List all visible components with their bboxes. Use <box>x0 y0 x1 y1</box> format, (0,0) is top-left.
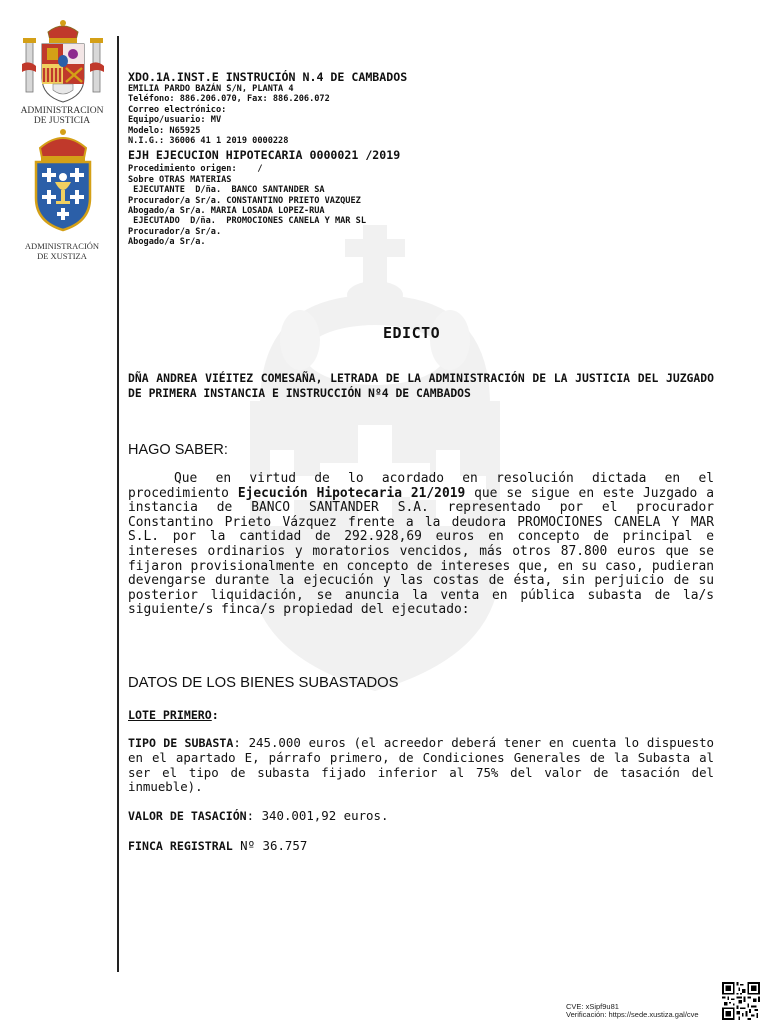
galicia-coat-of-arms-icon <box>28 126 98 234</box>
nig-number: N.I.G.: 36006 41 1 2019 0000228 <box>128 136 289 147</box>
appraisal-text: : 340.001,92 euros. <box>246 808 389 823</box>
registry-property <box>128 838 307 853</box>
spain-coat-of-arms-icon <box>18 16 108 106</box>
caption-line: DE XUSTIZA <box>37 251 87 261</box>
registry-label: FINCA REGISTRAL <box>128 839 233 853</box>
letrada-statement: DÑA ANDREA VIÉITEZ COMESAÑA, LETRADA DE LA ADMINISTRACIÓN DE LA JUSTICIA DEL JUZGADO DE PRIMERA INSTANCIA E INSTRUCCIÓN Nº4 DE CAMBADOS <box>128 371 714 400</box>
ejecutante: EJECUTANTE D/ña. BANCO SANTANDER SA <box>128 185 325 196</box>
lot-label <box>128 708 219 722</box>
procedure-number: EJH EJECUCION HIPOTECARIA 0000021 /2019 <box>128 148 401 163</box>
margin-rule <box>117 36 119 972</box>
lot-colon: : <box>211 708 219 722</box>
procedure-origin: Procedimiento origen: / <box>128 164 263 175</box>
verification-url[interactable]: Verificación: https://sede.xustiza.gal/cve <box>566 1010 699 1019</box>
abogado-ejecutado: Abogado/a Sr/a. <box>128 237 206 248</box>
ejecutado: EJECUTADO D/ña. PROMOCIONES CANELA Y MAR SL <box>128 216 366 227</box>
auction-type-text: : 245.000 euros (el acreedor deberá tener en cuenta lo dispuesto en el apartado E, párrafo primero, de Condiciones Generales de la Subasta al ser el tipo de subasta fijado inferior al 75% del valor de tasación del inmueble). <box>128 735 714 795</box>
procurador-ejecutado: Procurador/a Sr/a. <box>128 226 222 237</box>
caption-line: ADMINISTRACIÓN <box>24 241 100 251</box>
verification-footer <box>566 1003 699 1019</box>
auction-type-paragraph <box>128 736 714 795</box>
galicia-crown-watermark-icon <box>237 225 510 695</box>
lot-title: LOTE PRIMERO <box>128 708 212 722</box>
procedure-subject: Sobre OTRAS MATERIAS <box>128 174 232 185</box>
assets-heading: DATOS DE LOS BIENES SUBASTADOS <box>128 675 399 691</box>
letterhead-logos <box>0 0 118 1024</box>
procedure-reference: Ejecución Hipotecaria 21/2019 <box>237 485 466 501</box>
admin-xustiza-caption <box>10 241 114 261</box>
cve-code: CVE: xSipf9u81 <box>566 1002 619 1011</box>
court-address: EMILIA PARDO BAZÁN S/N, PLANTA 4 <box>128 84 294 94</box>
registry-text: Nº 36.757 <box>232 838 308 853</box>
court-phone: Teléfono: 886.206.070, Fax: 886.206.072 <box>128 94 330 105</box>
appraisal-label: VALOR DE TASACIÓN <box>128 809 247 823</box>
procurador-ejecutante: Procurador/a Sr/a. CONSTANTINO PRIETO VAZQUEZ <box>128 195 361 206</box>
court-header <box>128 70 728 248</box>
abogado-ejecutante: Abogado/a Sr/a. MARIA LOSADA LOPEZ-RUA <box>128 206 325 217</box>
appraisal-value <box>128 808 388 823</box>
modelo: Modelo: N65925 <box>128 125 201 136</box>
caption-line: ADMINISTRACION <box>20 106 104 116</box>
admin-justicia-caption <box>10 106 114 126</box>
document-title: EDICTO <box>383 324 441 342</box>
court-name: XDO.1A.INST.E INSTRUCIÓN N.4 DE CAMBADOS <box>128 70 408 84</box>
body-text-start: Que en virtud de lo acordado en resolución dictada en el procedimiento <box>128 471 714 501</box>
court-email: Correo electrónico: <box>128 104 227 115</box>
equipo-usuario: Equipo/usuario: MV <box>128 115 222 126</box>
body-text-end: que se sigue en este Juzgado a instancia de BANCO SANTANDER S.A. representado por el procurador Constantino Prieto Vázquez frente a la deudora PROMOCIONES CANELA Y MAR S.L. por la cantidad de 292.928,69 euros en concepto de principal e intereses ordinarios y moratorios vencidos, más otros 87.800 euros que se fijaron provisionalmente en concepto de intereses que, en su caso, pudieran devengarse durante la ejecución y las costas de ésta, sin perjuicio de su posterior liquidación, se anuncia la venta en pública subasta de la/s siguiente/s finca/s propiedad del ejecutado: <box>128 485 714 618</box>
edict-body-paragraph <box>128 472 714 618</box>
hago-saber-heading: HAGO SABER: <box>128 442 228 458</box>
caption-line: DE JUSTICIA <box>33 116 91 126</box>
qr-code-icon[interactable] <box>722 982 760 1020</box>
auction-type-label: TIPO DE SUBASTA <box>128 736 234 750</box>
